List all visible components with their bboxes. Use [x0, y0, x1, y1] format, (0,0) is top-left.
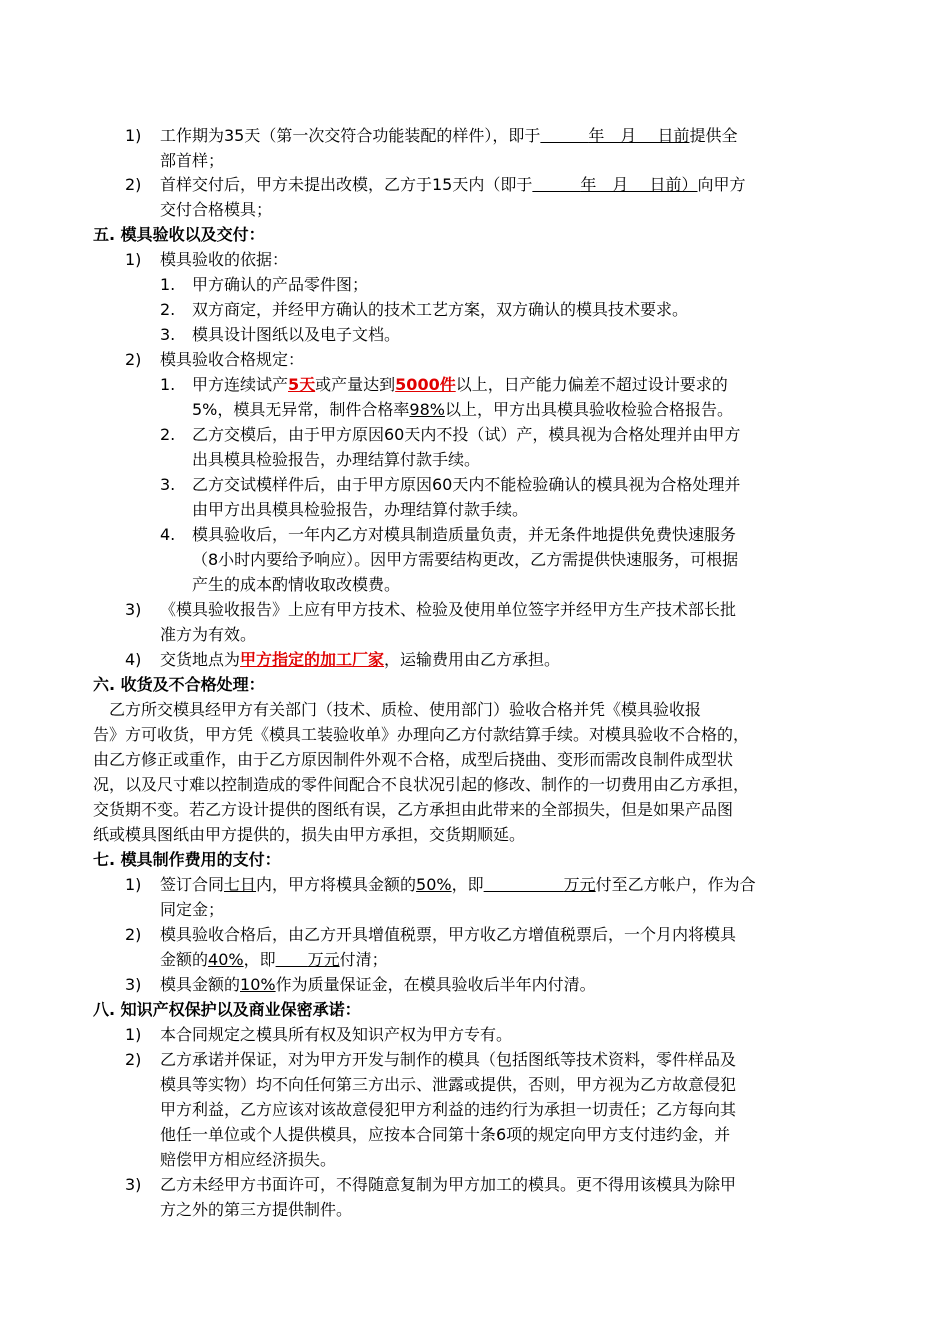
sub-item-number: 2.	[160, 425, 176, 444]
deposit-percent: 50%	[416, 875, 452, 894]
text-run: ，即	[451, 875, 484, 894]
sub-item-number: 3.	[160, 325, 176, 344]
text-run: 以上，甲方出具模具验收检验合格报告。	[444, 400, 733, 419]
item-number: 4)	[125, 650, 142, 669]
paragraph-line: 乙方承诺并保证，对为甲方开发与制作的模具（包括图纸等技术资料，零件样品及	[160, 1050, 737, 1069]
text-run: 以上，日产能力偏差不超过设计要求的	[455, 375, 728, 394]
item-number: 1)	[125, 126, 142, 145]
paragraph-line: 模具验收后，一年内乙方对模具制造质量负责，并无条件地提供免费快速服务	[192, 525, 737, 544]
paragraph-line: 部首样；	[160, 151, 225, 170]
sub-item-number: 2.	[160, 300, 176, 319]
item-number: 2)	[125, 175, 142, 194]
highlight-place: 甲方指定的加工厂家	[240, 650, 385, 669]
text-run: 或产量达到	[315, 375, 396, 394]
section-heading: 五. 模具验收以及交付：	[93, 225, 265, 244]
text-run: 5%，模具无异常，制件合格率	[192, 400, 410, 419]
paragraph-line: 他任一单位或个人提供模具，应按本合同第十条6项的规定向甲方支付违约金，并	[160, 1125, 731, 1144]
paragraph-line: 由甲方出具模具检验报告，办理结算付款手续。	[192, 500, 529, 519]
amount-blank[interactable]	[484, 875, 596, 894]
highlight-days: 5天	[288, 375, 316, 394]
paragraph-line: 甲方利益，乙方应该对该故意侵犯甲方利益的违约行为承担一切责任；乙方每向其	[160, 1100, 737, 1119]
section-heading: 七. 模具制作费用的支付：	[93, 850, 281, 869]
warranty-percent: 10%	[240, 975, 276, 994]
text-run: ，即	[243, 950, 276, 969]
section-heading: 六. 收货及不合格处理：	[93, 675, 265, 694]
text-run: 工作期为35天（第一次交符合功能装配的样件），即于	[160, 126, 541, 145]
text-run: 甲方连续试产	[192, 375, 289, 394]
payment-percent: 40%	[208, 950, 244, 969]
text-run: 首样交付后，甲方未提出改模，乙方于15天内（即于	[160, 175, 533, 194]
paragraph-line	[160, 974, 596, 996]
paragraph-line: 告》方可收货，甲方凭《模具工装验收单》办理向乙方付款结算手续。对模具验收不合格的，	[93, 725, 750, 744]
item-number: 1)	[125, 875, 142, 894]
text-run: 万元	[307, 950, 340, 969]
paragraph-line: 交付合格模具；	[160, 200, 273, 219]
paragraph-line: 模具验收的依据：	[160, 250, 289, 269]
text-run: 付清；	[339, 950, 388, 969]
date-blank[interactable]	[540, 126, 689, 145]
paragraph-line: 出具模具检验报告，办理结算付款手续。	[192, 450, 481, 469]
date-blank[interactable]	[532, 175, 697, 194]
sub-item-number: 1.	[160, 275, 176, 294]
sign-days: 七日	[224, 875, 257, 894]
paragraph-line: 由乙方修正或重作，由于乙方原因制件外观不合格，成型后挠曲、变形而需改良制件成型状	[93, 750, 734, 769]
paragraph-line: 准方为有效。	[160, 625, 257, 644]
paragraph-line: 模具等实物）均不向任何第三方出示、泄露或提供，否则，甲方视为乙方故意侵犯	[160, 1075, 737, 1094]
paragraph-line: 本合同规定之模具所有权及知识产权为甲方专有。	[160, 1025, 513, 1044]
item-number: 1)	[125, 250, 142, 269]
paragraph-line: 乙方交模后，由于甲方原因60天内不投（试）产，模具视为合格处理并由甲方	[192, 425, 741, 444]
paragraph-line	[160, 649, 560, 671]
text-run: 年 月 日前	[588, 126, 690, 145]
paragraph-line: 甲方确认的产品零件图；	[192, 275, 369, 294]
paragraph-line: 况，以及尺寸难以控制造成的零件间配合不良状况引起的修改、制作的一切费用由乙方承担，	[93, 775, 750, 794]
item-number: 3)	[125, 600, 142, 619]
text-run: 付至乙方帐户，作为合	[595, 875, 756, 894]
text-run: 内，甲方将模具金额的	[256, 875, 417, 894]
sub-item-number: 4.	[160, 525, 176, 544]
paragraph-line	[160, 174, 746, 196]
text-run: 向甲方	[697, 175, 746, 194]
sub-item-number: 3.	[160, 475, 176, 494]
paragraph-line: 模具验收合格规定：	[160, 350, 305, 369]
item-number: 3)	[125, 975, 142, 994]
paragraph-line: 模具验收合格后，由乙方开具增值税票，甲方收乙方增值税票后，一个月内将模具	[160, 925, 737, 944]
paragraph-line	[160, 874, 756, 896]
paragraph-line: （8小时内要给予响应）。因甲方需要结构更改，乙方需提供快速服务，可根据	[192, 550, 739, 569]
amount-blank[interactable]	[276, 950, 340, 969]
text-run: 签订合同	[160, 875, 225, 894]
paragraph-line: 赔偿甲方相应经济损失。	[160, 1150, 337, 1169]
text-run: 年 月 日前）	[580, 175, 698, 194]
paragraph-line: 同定金；	[160, 900, 225, 919]
text-run: 金额的	[160, 950, 209, 969]
paragraph-line: 纸或模具图纸由甲方提供的，损失由甲方承担，交货期顺延。	[93, 825, 526, 844]
paragraph-line: 乙方所交模具经甲方有关部门（技术、质检、使用部门）验收合格并凭《模具验收报	[93, 700, 702, 719]
highlight-quantity: 5000件	[395, 375, 456, 394]
paragraph-line	[160, 125, 738, 147]
text-run: 交货地点为	[160, 650, 241, 669]
item-number: 1)	[125, 1025, 142, 1044]
item-number: 3)	[125, 1175, 142, 1194]
paragraph-line: 《模具验收报告》上应有甲方技术、检验及使用单位签字并经甲方生产技术部长批	[160, 600, 737, 619]
sub-item-number: 1.	[160, 375, 176, 394]
paragraph-line: 双方商定，并经甲方确认的技术工艺方案，双方确认的模具技术要求。	[192, 300, 689, 319]
item-number: 2)	[125, 925, 142, 944]
paragraph-line	[192, 374, 728, 396]
item-number: 2)	[125, 350, 142, 369]
text-run: ，运输费用由乙方承担。	[384, 650, 561, 669]
section-heading: 八. 知识产权保护以及商业保密承诺：	[93, 1000, 361, 1019]
text-run: 作为质量保证金，在模具验收后半年内付清。	[275, 975, 596, 994]
paragraph-line	[160, 949, 388, 971]
paragraph-line: 模具设计图纸以及电子文档。	[192, 325, 401, 344]
paragraph-line	[192, 399, 733, 421]
paragraph-line: 产生的成本酌情收取改模费。	[192, 575, 401, 594]
paragraph-line: 乙方交试模样件后，由于甲方原因60天内不能检验确认的模具视为合格处理并	[192, 475, 741, 494]
paragraph-line: 交货期不变。若乙方设计提供的图纸有误，乙方承担由此带来的全部损失，但是如果产品图	[93, 800, 734, 819]
item-number: 2)	[125, 1050, 142, 1069]
paragraph-line: 乙方未经甲方书面许可，不得随意复制为甲方加工的模具。更不得用该模具为除甲	[160, 1175, 737, 1194]
text-run: 提供全	[689, 126, 738, 145]
text-run: 万元	[563, 875, 596, 894]
pass-rate: 98%	[409, 400, 445, 419]
paragraph-line: 方之外的第三方提供制件。	[160, 1200, 353, 1219]
text-run: 模具金额的	[160, 975, 241, 994]
